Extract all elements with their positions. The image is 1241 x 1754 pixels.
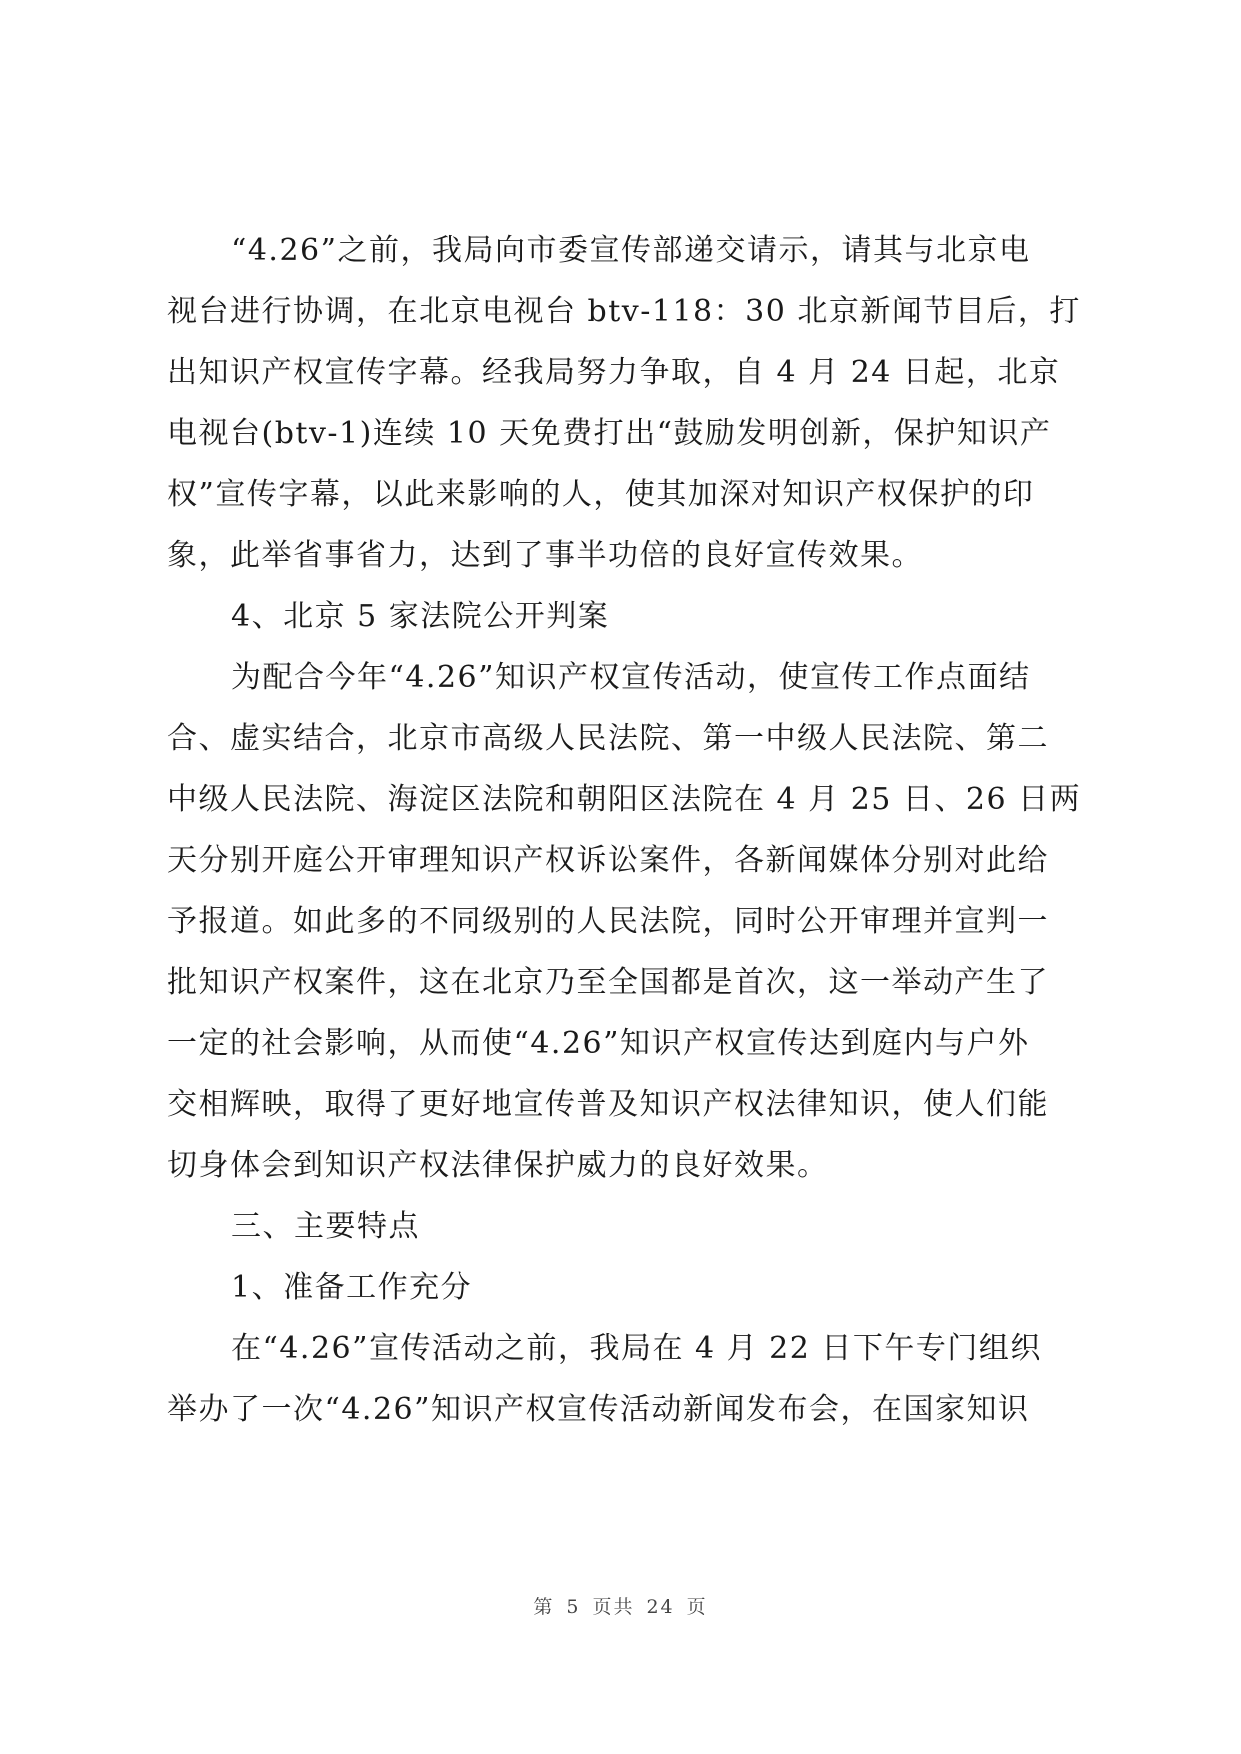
text-line: 在“4.26”宣传活动之前，我局在 4 月 22 日下午专门组织: [231, 1331, 1042, 1366]
page-footer: [0, 1592, 1241, 1619]
section-heading: 三、主要特点: [231, 1209, 420, 1244]
document-body: [167, 220, 1087, 1440]
text-line: 为配合今年“4.26”知识产权宣传活动，使宣传工作点面结: [231, 660, 1031, 695]
text-line: 天分别开庭公开审理知识产权诉讼案件，各新闻媒体分别对此给: [167, 843, 1049, 878]
text-line: 举办了一次“4.26”知识产权宣传活动新闻发布会，在国家知识: [167, 1392, 1030, 1427]
footer-suffix: 页: [686, 1596, 708, 1618]
text-line: “4.26”之前，我局向市委宣传部递交请示，请其与北京电: [231, 233, 1031, 268]
text-line: 视台进行协调，在北京电视台 btv-118：30 北京新闻节目后，打: [167, 294, 1081, 329]
text-line: 合、虚实结合，北京市高级人民法院、第一中级人民法院、第二: [167, 721, 1049, 756]
current-page-number: 5: [566, 1596, 581, 1618]
text-line: 权”宣传字幕，以此来影响的人，使其加深对知识产权保护的印: [167, 477, 1035, 512]
text-line: 电视台(btv-1)连续 10 天免费打出“鼓励发明创新，保护知识产: [167, 416, 1052, 451]
text-line: 交相辉映，取得了更好地宣传普及知识产权法律知识，使人们能: [167, 1087, 1049, 1122]
text-line: 切身体会到知识产权法律保护威力的良好效果。: [167, 1148, 829, 1183]
text-line: 一定的社会影响，从而使“4.26”知识产权宣传达到庭内与户外: [167, 1026, 1030, 1061]
text-line: 出知识产权宣传字幕。经我局努力争取，自 4 月 24 日起，北京: [167, 355, 1061, 390]
footer-prefix: 第: [533, 1596, 555, 1618]
text-line: 予报道。如此多的不同级别的人民法院，同时公开审理并宣判一: [167, 904, 1049, 939]
footer-middle: 页共: [592, 1596, 635, 1618]
text-line: 中级人民法院、海淀区法院和朝阳区法院在 4 月 25 日、26 日两: [167, 782, 1082, 817]
total-pages-number: 24: [646, 1596, 675, 1618]
section-heading: 4、北京 5 家法院公开判案: [231, 599, 610, 634]
section-heading: 1、准备工作充分: [231, 1270, 473, 1305]
text-line: 批知识产权案件，这在北京乃至全国都是首次，这一举动产生了: [167, 965, 1049, 1000]
text-line: 象，此举省事省力，达到了事半功倍的良好宣传效果。: [167, 538, 923, 573]
